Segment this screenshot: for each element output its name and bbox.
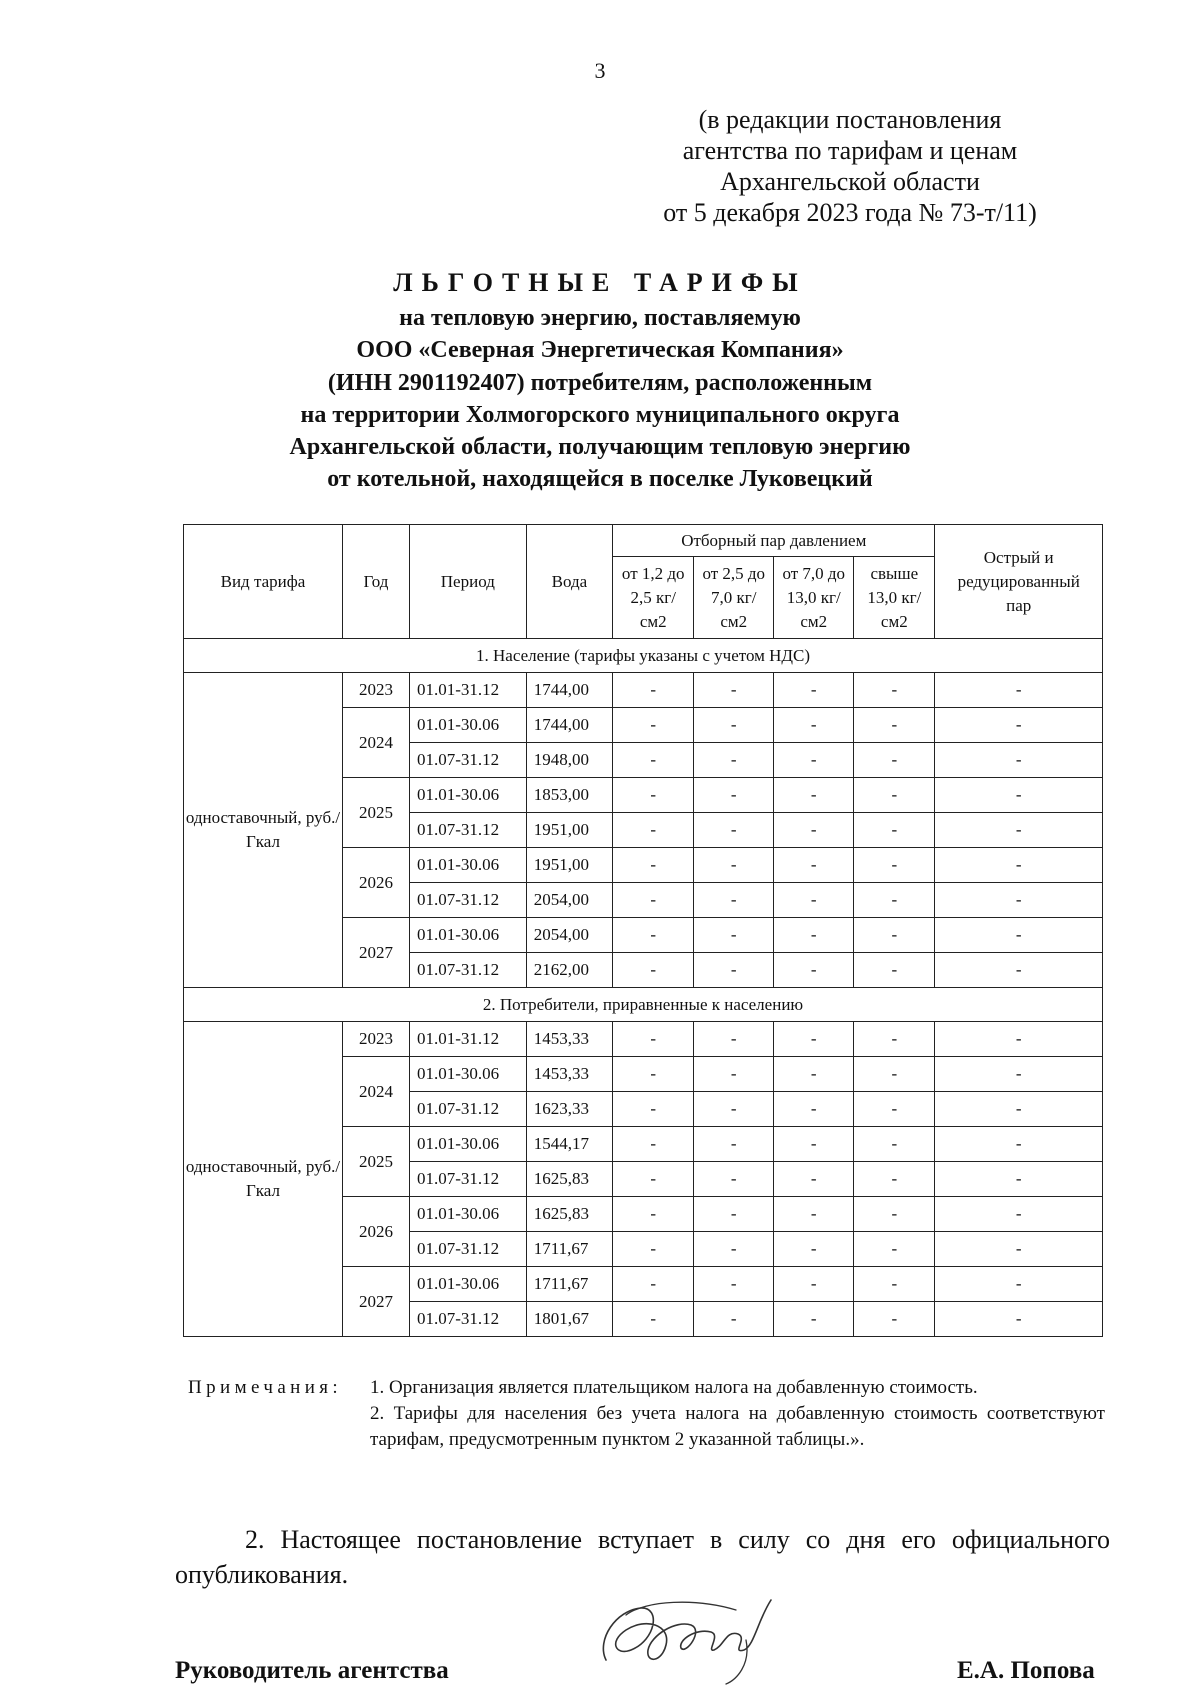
section-title: 1. Население (тарифы указаны с учетом НДС) — [184, 639, 1103, 673]
period-cell: 01.07-31.12 — [409, 813, 526, 848]
subtitle-line: (ИНН 2901192407) потребителям, расположенным — [327, 369, 873, 396]
year-cell: 2025 — [342, 778, 409, 848]
year-cell: 2023 — [342, 1022, 409, 1057]
empty-value-cell: - — [694, 1127, 774, 1162]
document-subtitle — [60, 302, 1140, 496]
period-cell: 01.01-30.06 — [409, 708, 526, 743]
header-period: Период — [409, 525, 526, 639]
empty-value-cell: - — [935, 1197, 1103, 1232]
subtitle-line: Архангельской области, получающим тепловую энергию — [289, 434, 911, 461]
empty-value-cell: - — [935, 1127, 1103, 1162]
period-cell: 01.01-30.06 — [409, 1197, 526, 1232]
empty-value-cell: - — [774, 708, 854, 743]
period-cell: 01.01-30.06 — [409, 778, 526, 813]
period-cell: 01.07-31.12 — [409, 1092, 526, 1127]
table-body — [184, 639, 1103, 1337]
empty-value-cell: - — [694, 848, 774, 883]
empty-value-cell: - — [935, 1022, 1103, 1057]
water-cell: 1948,00 — [526, 743, 612, 778]
period-cell: 01.07-31.12 — [409, 883, 526, 918]
period-cell: 01.07-31.12 — [409, 1232, 526, 1267]
empty-value-cell: - — [694, 1197, 774, 1232]
empty-value-cell: - — [935, 848, 1103, 883]
period-cell: 01.01-31.12 — [409, 673, 526, 708]
empty-value-cell: - — [854, 1127, 935, 1162]
empty-value-cell: - — [774, 883, 854, 918]
empty-value-cell: - — [774, 953, 854, 988]
year-cell: 2027 — [342, 1267, 409, 1337]
header-year: Год — [342, 525, 409, 639]
empty-value-cell: - — [935, 1232, 1103, 1267]
empty-value-cell: - — [774, 1267, 854, 1302]
water-cell: 1711,67 — [526, 1232, 612, 1267]
edition-line: Архангельской области — [720, 167, 980, 196]
period-cell: 01.07-31.12 — [409, 1162, 526, 1197]
water-cell: 1711,67 — [526, 1267, 612, 1302]
water-cell: 1853,00 — [526, 778, 612, 813]
empty-value-cell: - — [613, 1127, 694, 1162]
empty-value-cell: - — [935, 1302, 1103, 1337]
year-cell: 2025 — [342, 1127, 409, 1197]
empty-value-cell: - — [854, 1057, 935, 1092]
year-cell: 2024 — [342, 1057, 409, 1127]
empty-value-cell: - — [774, 1232, 854, 1267]
header-tariff-type: Вид тарифа — [184, 525, 343, 639]
empty-value-cell: - — [694, 918, 774, 953]
year-cell: 2026 — [342, 848, 409, 918]
empty-value-cell: - — [694, 1232, 774, 1267]
water-cell: 2054,00 — [526, 883, 612, 918]
note-item: 2. Тарифы для населения без учета налога на добавленную стоимость соответствуют тарифам, предусмотренным пунктом 2 указанной таблицы.». — [370, 1403, 1105, 1450]
page-number: 3 — [594, 58, 606, 83]
empty-value-cell: - — [613, 1092, 694, 1127]
empty-value-cell: - — [774, 918, 854, 953]
empty-value-cell: - — [613, 743, 694, 778]
clause-paragraph: 2. Настоящее постановление вступает в силу со дня его официального опубликования. — [175, 1525, 1110, 1589]
section-title: 2. Потребители, приравненные к населению — [184, 988, 1103, 1022]
empty-value-cell: - — [613, 918, 694, 953]
header-steam-1: от 1,2 до 2,5 кг/см2 — [613, 557, 694, 639]
period-cell: 01.07-31.12 — [409, 953, 526, 988]
empty-value-cell: - — [774, 813, 854, 848]
water-cell: 1625,83 — [526, 1162, 612, 1197]
water-cell: 1951,00 — [526, 848, 612, 883]
empty-value-cell: - — [935, 918, 1103, 953]
edition-line: от 5 декабря 2023 года № 73-т/11) — [663, 198, 1037, 227]
empty-value-cell: - — [694, 1092, 774, 1127]
empty-value-cell: - — [694, 1057, 774, 1092]
empty-value-cell: - — [774, 673, 854, 708]
empty-value-cell: - — [613, 813, 694, 848]
period-cell: 01.07-31.12 — [409, 1302, 526, 1337]
empty-value-cell: - — [774, 1127, 854, 1162]
empty-value-cell: - — [694, 1022, 774, 1057]
empty-value-cell: - — [694, 708, 774, 743]
empty-value-cell: - — [854, 1302, 935, 1337]
empty-value-cell: - — [854, 883, 935, 918]
period-cell: 01.01-30.06 — [409, 848, 526, 883]
empty-value-cell: - — [694, 673, 774, 708]
empty-value-cell: - — [774, 743, 854, 778]
empty-value-cell: - — [774, 1092, 854, 1127]
year-cell: 2024 — [342, 708, 409, 778]
empty-value-cell: - — [613, 1197, 694, 1232]
water-cell: 2054,00 — [526, 918, 612, 953]
empty-value-cell: - — [613, 848, 694, 883]
empty-value-cell: - — [613, 1057, 694, 1092]
empty-value-cell: - — [613, 778, 694, 813]
empty-value-cell: - — [854, 918, 935, 953]
empty-value-cell: - — [774, 1162, 854, 1197]
empty-value-cell: - — [935, 743, 1103, 778]
water-cell: 1801,67 — [526, 1302, 612, 1337]
header-steam-2: от 2,5 до 7,0 кг/см2 — [694, 557, 774, 639]
subtitle-line: на тепловую энергию, поставляемую — [399, 305, 801, 331]
tariff-type-cell: одноставочный, руб./Гкал — [184, 1022, 343, 1337]
empty-value-cell: - — [854, 708, 935, 743]
empty-value-cell: - — [774, 848, 854, 883]
period-cell: 01.01-30.06 — [409, 1127, 526, 1162]
water-cell: 1951,00 — [526, 813, 612, 848]
empty-value-cell: - — [935, 953, 1103, 988]
section-row — [184, 988, 1103, 1022]
subtitle-line: на территории Холмогорского муниципального округа — [300, 401, 900, 428]
edition-line: (в редакции постановления — [698, 105, 1002, 134]
header-water: Вода — [526, 525, 612, 639]
subtitle-line: ООО «Северная Энергетическая Компания» — [356, 337, 844, 364]
empty-value-cell: - — [935, 813, 1103, 848]
empty-value-cell: - — [613, 1232, 694, 1267]
header-steam-3: от 7,0 до 13,0 кг/см2 — [774, 557, 854, 639]
empty-value-cell: - — [613, 953, 694, 988]
header-sharp-steam: Острый и редуцированный пар — [935, 525, 1103, 639]
empty-value-cell: - — [694, 1162, 774, 1197]
empty-value-cell: - — [935, 1267, 1103, 1302]
water-cell: 1623,33 — [526, 1092, 612, 1127]
water-cell: 1744,00 — [526, 708, 612, 743]
empty-value-cell: - — [613, 1302, 694, 1337]
empty-value-cell: - — [694, 953, 774, 988]
period-cell: 01.01-30.06 — [409, 918, 526, 953]
empty-value-cell: - — [854, 743, 935, 778]
year-cell: 2023 — [342, 673, 409, 708]
empty-value-cell: - — [854, 673, 935, 708]
water-cell: 2162,00 — [526, 953, 612, 988]
empty-value-cell: - — [854, 1022, 935, 1057]
water-cell: 1453,33 — [526, 1022, 612, 1057]
year-cell: 2026 — [342, 1197, 409, 1267]
note-item: 1. Организация является плательщиком налога на добавленную стоимость. — [370, 1377, 978, 1398]
header-steam-4: свыше 13,0 кг/см2 — [854, 557, 935, 639]
empty-value-cell: - — [935, 1057, 1103, 1092]
empty-value-cell: - — [613, 883, 694, 918]
table-row — [184, 673, 1103, 708]
empty-value-cell: - — [774, 1022, 854, 1057]
empty-value-cell: - — [613, 673, 694, 708]
table-row — [184, 1022, 1103, 1057]
empty-value-cell: - — [774, 778, 854, 813]
empty-value-cell: - — [694, 743, 774, 778]
notes-label: Примечания: — [188, 1377, 343, 1398]
empty-value-cell: - — [694, 778, 774, 813]
empty-value-cell: - — [854, 1232, 935, 1267]
empty-value-cell: - — [854, 1162, 935, 1197]
water-cell: 1744,00 — [526, 673, 612, 708]
handwritten-signature — [586, 1580, 786, 1690]
period-cell: 01.01-31.12 — [409, 1022, 526, 1057]
section-row — [184, 639, 1103, 673]
empty-value-cell: - — [935, 1162, 1103, 1197]
header-steam-group: Отборный пар давлением — [613, 525, 935, 557]
empty-value-cell: - — [935, 778, 1103, 813]
water-cell: 1544,17 — [526, 1127, 612, 1162]
empty-value-cell: - — [613, 1022, 694, 1057]
period-cell: 01.01-30.06 — [409, 1267, 526, 1302]
empty-value-cell: - — [935, 883, 1103, 918]
period-cell: 01.01-30.06 — [409, 1057, 526, 1092]
empty-value-cell: - — [774, 1302, 854, 1337]
empty-value-cell: - — [613, 1267, 694, 1302]
signer-name: Е.А. Попова — [957, 1657, 1095, 1684]
period-cell: 01.07-31.12 — [409, 743, 526, 778]
empty-value-cell: - — [774, 1197, 854, 1232]
subtitle-line: от котельной, находящейся в поселке Луковецкий — [327, 466, 873, 493]
notes-items — [370, 1375, 1105, 1453]
empty-value-cell: - — [935, 1092, 1103, 1127]
tariff-table — [183, 524, 1103, 1337]
empty-value-cell: - — [854, 1092, 935, 1127]
empty-value-cell: - — [854, 1197, 935, 1232]
empty-value-cell: - — [694, 883, 774, 918]
year-cell: 2027 — [342, 918, 409, 988]
water-cell: 1453,33 — [526, 1057, 612, 1092]
empty-value-cell: - — [854, 1267, 935, 1302]
tariff-type-cell: одноставочный, руб./Гкал — [184, 673, 343, 988]
water-cell: 1625,83 — [526, 1197, 612, 1232]
empty-value-cell: - — [935, 708, 1103, 743]
empty-value-cell: - — [854, 953, 935, 988]
empty-value-cell: - — [854, 778, 935, 813]
edition-line: агентства по тарифам и ценам — [682, 136, 1018, 165]
empty-value-cell: - — [694, 1267, 774, 1302]
empty-value-cell: - — [613, 1162, 694, 1197]
document-title: ЛЬГОТНЫЕ ТАРИФЫ — [393, 268, 807, 297]
empty-value-cell: - — [694, 813, 774, 848]
signer-title: Руководитель агентства — [175, 1657, 449, 1684]
empty-value-cell: - — [774, 1057, 854, 1092]
empty-value-cell: - — [854, 848, 935, 883]
empty-value-cell: - — [694, 1302, 774, 1337]
empty-value-cell: - — [854, 813, 935, 848]
empty-value-cell: - — [935, 673, 1103, 708]
edition-note — [640, 104, 1060, 228]
empty-value-cell: - — [613, 708, 694, 743]
